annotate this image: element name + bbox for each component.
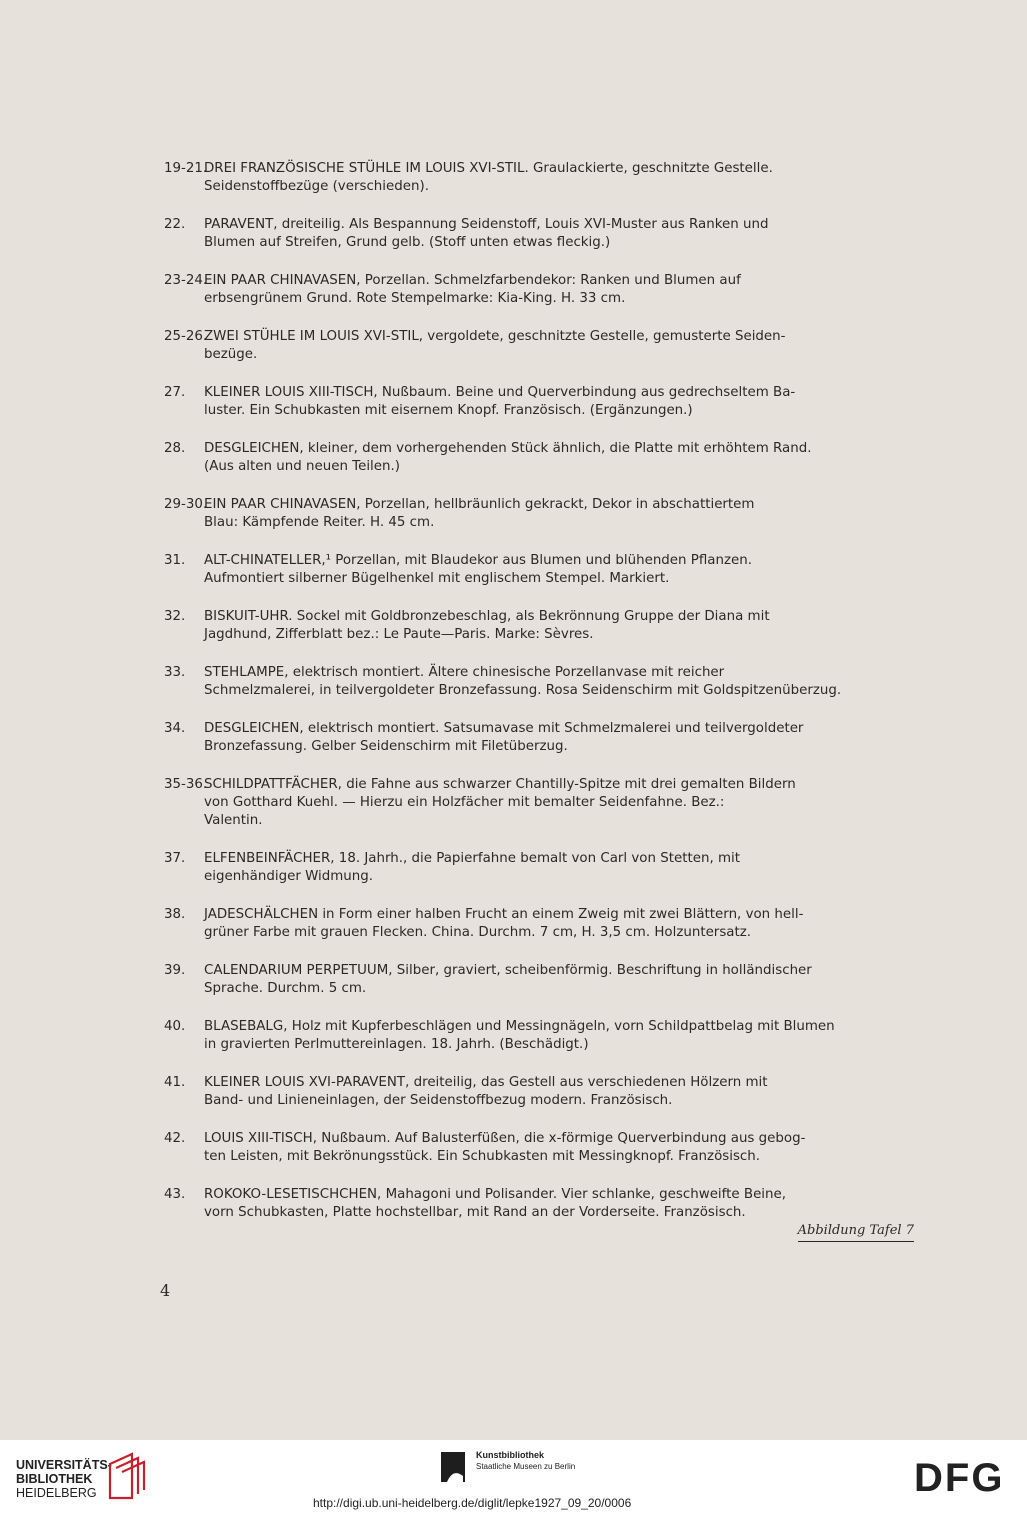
entry-line: Aufmontiert silberner Bügelhenkel mit englischem Stempel. Markiert. (204, 571, 670, 586)
catalog-entry (164, 1186, 916, 1238)
entry-line: ALT-CHINATELLER,¹ Porzellan, mit Blaudekor aus Blumen und blühenden Pflanzen. (204, 553, 753, 568)
entry-line: KLEINER LOUIS XVI-PARAVENT, dreiteilig, das Gestell aus verschiedenen Hölzern mit (204, 1075, 768, 1090)
catalog-entry (164, 384, 916, 420)
catalog-entry (164, 216, 916, 252)
catalog-entry (164, 720, 916, 756)
entry-line: (Aus alten und neuen Teilen.) (204, 459, 400, 474)
uni-line-1: UNIVERSITÄTS- (16, 1458, 112, 1472)
permalink-url[interactable]: http://digi.ub.uni-heidelberg.de/diglit/lepke1927_09_20/0006 (313, 1496, 632, 1510)
entry-line: in gravierten Perlmuttereinlagen. 18. Jahrh. (Beschädigt.) (204, 1037, 589, 1052)
catalog-entry (164, 272, 916, 308)
entry-number: 23-24. (164, 273, 208, 288)
entry-number: 40. (164, 1019, 186, 1034)
kunstbibliothek-label[interactable] (476, 1450, 575, 1472)
entry-number: 42. (164, 1131, 186, 1146)
kb-title: Kunstbibliothek (476, 1450, 544, 1460)
entry-line: SCHILDPATTFÄCHER, die Fahne aus schwarzer Chantilly-Spitze mit drei gemalten Bildern (204, 777, 796, 792)
entry-line: von Gotthard Kuehl. — Hierzu ein Holzfächer mit bemalter Seidenfahne. Bez.: (204, 795, 725, 810)
uni-line-3: HEIDELBERG (16, 1486, 97, 1500)
entry-line: eigenhändiger Widmung. (204, 869, 374, 884)
entry-line: DESGLEICHEN, elektrisch montiert. Satsumavase mit Schmelzmalerei und teilvergoldeter (204, 721, 804, 736)
entry-line: PARAVENT, dreiteilig. Als Bespannung Seidenstoff, Louis XVI-Muster aus Ranken und (204, 217, 769, 232)
catalog-entry (164, 962, 916, 998)
entry-line: Seidenstoffbezüge (verschieden). (204, 179, 429, 194)
entry-number: 39. (164, 963, 186, 978)
entry-number: 28. (164, 441, 186, 456)
entry-line: STEHLAMPE, elektrisch montiert. Ältere chinesische Porzellanvase mit reicher (204, 665, 725, 680)
catalog-entries (164, 160, 916, 1242)
entry-line: Blumen auf Streifen, Grund gelb. (Stoff unten etwas fleckig.) (204, 235, 611, 250)
catalog-entry (164, 776, 916, 830)
entry-number: 43. (164, 1187, 186, 1202)
entry-line: KLEINER LOUIS XIII-TISCH, Nußbaum. Beine und Querverbindung aus gedrechseltem Ba- (204, 385, 796, 400)
catalog-entry (164, 496, 916, 532)
entry-line: vorn Schubkasten, Platte hochstellbar, mit Rand an der Vorderseite. Französisch. (204, 1205, 746, 1220)
catalog-entry (164, 1074, 916, 1110)
entry-line: BISKUIT-UHR. Sockel mit Goldbronzebeschlag, als Bekrönnung Gruppe der Diana mit (204, 609, 770, 624)
plate-reference: Abbildung Tafel 7 (798, 1222, 914, 1242)
entry-line: Valentin. (204, 813, 263, 828)
entry-line: CALENDARIUM PERPETUUM, Silber, graviert, scheibenförmig. Beschriftung in holländischer (204, 963, 812, 978)
entry-number: 29-30. (164, 497, 208, 512)
entry-line: EIN PAAR CHINAVASEN, Porzellan, hellbräunlich gekrackt, Dekor in abschattiertem (204, 497, 755, 512)
entry-line: Band- und Linieneinlagen, der Seidenstoffbezug modern. Französisch. (204, 1093, 673, 1108)
entry-line: ZWEI STÜHLE IM LOUIS XVI-STIL, vergoldete, geschnitzte Gestelle, gemusterte Seiden- (204, 329, 786, 344)
entry-line: JADESCHÄLCHEN in Form einer halben Frucht an einem Zweig mit zwei Blättern, von hell- (204, 907, 804, 922)
university-library-logo-icon[interactable] (104, 1450, 154, 1502)
entry-number: 25-26. (164, 329, 208, 344)
entry-line: ELFENBEINFÄCHER, 18. Jahrh., die Papierfahne bemalt von Carl von Stetten, mit (204, 851, 740, 866)
catalog-entry (164, 160, 916, 196)
entry-line: Sprache. Durchm. 5 cm. (204, 981, 367, 996)
entry-number: 22. (164, 217, 186, 232)
entry-line: Schmelzmalerei, in teilvergoldeter Bronzefassung. Rosa Seidenschirm mit Goldspitzenüberzug. (204, 683, 842, 698)
entry-number: 41. (164, 1075, 186, 1090)
entry-line: ten Leisten, mit Bekrönungsstück. Ein Schubkasten mit Messingknopf. Französisch. (204, 1149, 761, 1164)
kunstbibliothek-logo-icon[interactable] (437, 1450, 469, 1486)
dfg-logo[interactable]: DFG (914, 1456, 1005, 1500)
entry-line: EIN PAAR CHINAVASEN, Porzellan. Schmelzfarbendekor: Ranken und Blumen auf (204, 273, 741, 288)
entry-line: Jagdhund, Zifferblatt bez.: Le Paute—Paris. Marke: Sèvres. (204, 627, 594, 642)
entry-line: BLASEBALG, Holz mit Kupferbeschlägen und Messingnägeln, vorn Schildpattbelag mit Blumen (204, 1019, 835, 1034)
catalog-entry (164, 608, 916, 644)
entry-line: bezüge. (204, 347, 258, 362)
entry-number: 32. (164, 609, 186, 624)
entry-number: 33. (164, 665, 186, 680)
entry-line: LOUIS XIII-TISCH, Nußbaum. Auf Balusterfüßen, die x-förmige Querverbindung aus gebog- (204, 1131, 806, 1146)
catalog-entry (164, 440, 916, 476)
catalog-entry (164, 1130, 916, 1166)
entry-line: grüner Farbe mit grauen Flecken. China. Durchm. 7 cm, H. 3,5 cm. Holzuntersatz. (204, 925, 752, 940)
viewer-footer (0, 1440, 1027, 1514)
catalog-entry (164, 850, 916, 886)
entry-number: 19-21. (164, 161, 208, 176)
entry-number: 27. (164, 385, 186, 400)
entry-line: luster. Ein Schubkasten mit eisernem Knopf. Französisch. (Ergänzungen.) (204, 403, 693, 418)
entry-line: Blau: Kämpfende Reiter. H. 45 cm. (204, 515, 435, 530)
entry-number: 34. (164, 721, 186, 736)
entry-number: 37. (164, 851, 186, 866)
entry-line: Bronzefassung. Gelber Seidenschirm mit Filetüberzug. (204, 739, 568, 754)
entry-number: 31. (164, 553, 186, 568)
page-number: 4 (160, 1281, 171, 1300)
university-library-label[interactable] (16, 1458, 112, 1500)
entry-line: DREI FRANZÖSISCHE STÜHLE IM LOUIS XVI-STIL. Graulackierte, geschnitzte Gestelle. (204, 161, 773, 176)
entry-number: 35-36. (164, 777, 208, 792)
entry-line: DESGLEICHEN, kleiner, dem vorhergehenden Stück ähnlich, die Platte mit erhöhtem Rand. (204, 441, 812, 456)
catalog-entry (164, 906, 916, 942)
entry-line: erbsengrünem Grund. Rote Stempelmarke: Kia-King. H. 33 cm. (204, 291, 626, 306)
uni-line-2: BIBLIOTHEK (16, 1472, 93, 1486)
entry-number: 38. (164, 907, 186, 922)
entry-line: ROKOKO-LESETISCHCHEN, Mahagoni und Polisander. Vier schlanke, geschweifte Beine, (204, 1187, 787, 1202)
catalog-entry (164, 1018, 916, 1054)
catalog-entry (164, 664, 916, 700)
catalog-entry (164, 552, 916, 588)
catalog-entry (164, 328, 916, 364)
kb-subtitle: Staatliche Museen zu Berlin (476, 1462, 576, 1471)
